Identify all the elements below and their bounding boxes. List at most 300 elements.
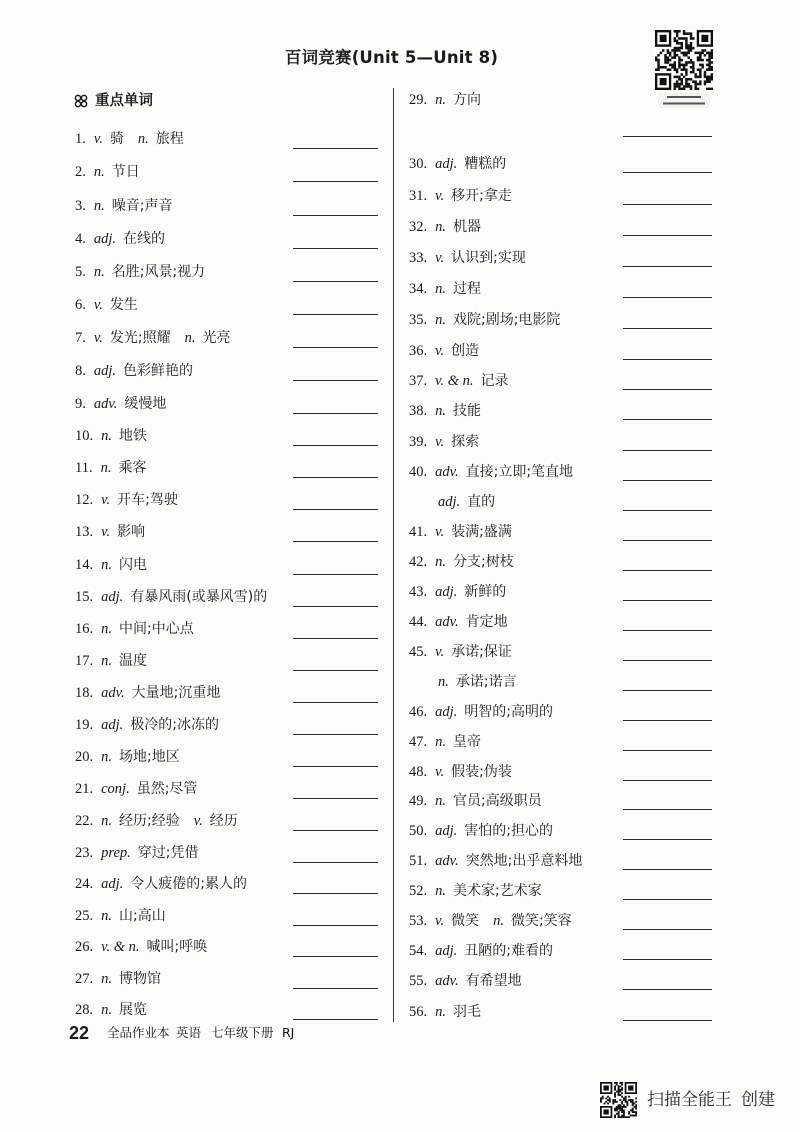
- item-number: 51.: [409, 853, 428, 869]
- item-number: 24.: [75, 876, 94, 892]
- item-number: 44.: [409, 614, 428, 630]
- answer-blank: [623, 809, 712, 810]
- part-of-speech: n.: [438, 674, 449, 690]
- answer-blank: [623, 720, 712, 721]
- vocab-item: [75, 426, 147, 446]
- vocab-item: [409, 851, 582, 871]
- vocab-item: [75, 651, 147, 671]
- answer-blank: [293, 181, 378, 182]
- part-of-speech: v.: [435, 188, 445, 204]
- meaning: 展览: [119, 1002, 147, 1018]
- meaning: 温度: [119, 653, 147, 669]
- meaning: 极冷的;冰冻的: [130, 717, 219, 733]
- meaning: 经历;经验: [119, 813, 180, 829]
- vocab-item: [75, 1000, 147, 1020]
- item-number: 28.: [75, 1002, 94, 1018]
- item-number: 42.: [409, 554, 428, 570]
- part-of-speech: n.: [435, 219, 446, 235]
- answer-blank: [293, 248, 378, 249]
- meaning: 影响: [117, 524, 146, 540]
- answer-blank: [293, 541, 378, 542]
- answer-blank: [293, 1019, 378, 1020]
- item-number: 3.: [75, 198, 86, 214]
- meaning: 官员;高级职员: [453, 793, 542, 809]
- answer-blank: [623, 869, 712, 870]
- item-number: 43.: [409, 584, 428, 600]
- part-of-speech: adj.: [435, 823, 458, 839]
- meaning: 名胜;风景;视力: [111, 264, 206, 280]
- meaning: 明智的;高明的: [464, 704, 553, 720]
- item-number: 31.: [409, 188, 428, 204]
- item-number: 22.: [75, 813, 94, 829]
- meaning: 装满;盛满: [451, 524, 512, 540]
- vocab-item: [75, 328, 230, 348]
- part-of-speech: n.: [101, 813, 112, 829]
- part-of-speech: v.: [435, 644, 445, 660]
- meaning: 直的: [467, 494, 496, 510]
- vocab-item: [75, 555, 147, 575]
- vocab-item: [409, 186, 512, 206]
- vocab-item: [409, 341, 479, 361]
- meaning: 中间;中心点: [119, 621, 194, 637]
- answer-blank: [293, 574, 378, 575]
- item-number: 47.: [409, 734, 428, 750]
- vocab-item: [409, 762, 512, 782]
- meaning: 新鲜的: [464, 584, 507, 600]
- meaning: 乘客: [118, 460, 147, 476]
- answer-blank: [623, 328, 712, 329]
- meaning: 开车;驾驶: [117, 492, 178, 508]
- vocab-item: [75, 906, 166, 926]
- item-number: 25.: [75, 908, 94, 924]
- answer-blank: [623, 989, 712, 990]
- vocab-sub-item: [438, 672, 517, 692]
- part-of-speech: v.: [435, 913, 445, 929]
- part-of-speech: adv.: [435, 464, 459, 480]
- meaning: 机器: [453, 219, 481, 235]
- meaning: 有暴风雨(或暴风雪)的: [130, 589, 268, 605]
- meaning: 旅程: [155, 131, 184, 147]
- item-number: 36.: [409, 343, 428, 359]
- answer-blank: [623, 780, 712, 781]
- answer-blank: [293, 862, 378, 863]
- vocab-item: [409, 642, 512, 662]
- vocab-item: [409, 90, 481, 110]
- vocab-item: [409, 310, 560, 330]
- answer-blank: [293, 766, 378, 767]
- vocab-item: [75, 262, 205, 282]
- item-number: 5.: [75, 264, 86, 280]
- item-number: 56.: [409, 1004, 428, 1020]
- part-of-speech: adj.: [101, 589, 124, 605]
- answer-blank: [623, 172, 712, 173]
- meaning: 美术家;艺术家: [453, 883, 542, 899]
- part-of-speech: adj.: [438, 494, 461, 510]
- answer-blank: [623, 959, 712, 960]
- answer-blank: [623, 660, 712, 661]
- meaning: 微笑: [451, 913, 480, 929]
- item-number: 50.: [409, 823, 428, 839]
- vocab-item: [75, 361, 193, 381]
- item-number: 1.: [75, 131, 86, 147]
- meaning: 经历: [209, 813, 238, 829]
- part-of-speech: v.: [193, 813, 203, 829]
- subject-name: 英语: [176, 1025, 202, 1040]
- meaning: 探索: [451, 434, 480, 450]
- vocab-item: [409, 702, 553, 722]
- meaning: 发生: [109, 297, 138, 313]
- item-number: 54.: [409, 943, 428, 959]
- part-of-speech: v.: [93, 330, 103, 346]
- part-of-speech: conj.: [101, 781, 130, 797]
- page-number: 22: [69, 1023, 90, 1043]
- part-of-speech: adj.: [435, 943, 458, 959]
- part-of-speech: n.: [435, 883, 446, 899]
- answer-blank: [293, 281, 378, 282]
- vocab-item: [75, 937, 207, 957]
- item-number: 53.: [409, 913, 428, 929]
- part-of-speech: adv.: [93, 396, 118, 412]
- part-of-speech: adv.: [101, 685, 125, 701]
- answer-blank: [623, 1020, 712, 1021]
- answer-blank: [623, 235, 712, 236]
- part-of-speech: adj.: [101, 876, 124, 892]
- part-of-speech: n.: [435, 793, 446, 809]
- vocab-item: [75, 715, 219, 735]
- item-number: 8.: [75, 363, 86, 379]
- grade-label: 七年级下册: [211, 1025, 274, 1040]
- vocab-item: [75, 587, 267, 607]
- vocab-item: [75, 458, 146, 478]
- meaning: 记录: [480, 373, 509, 389]
- item-number: 26.: [75, 939, 94, 955]
- item-number: 13.: [75, 524, 94, 540]
- meaning: 肯定地: [465, 614, 508, 630]
- edition-label: RJ: [282, 1025, 295, 1040]
- answer-blank: [623, 630, 712, 631]
- item-number: 21.: [75, 781, 94, 797]
- part-of-speech: v.: [435, 250, 445, 266]
- item-number: 32.: [409, 219, 428, 235]
- part-of-speech: n.: [100, 460, 112, 476]
- part-of-speech: adj.: [101, 717, 124, 733]
- part-of-speech: n.: [435, 554, 446, 570]
- item-number: 29.: [409, 92, 428, 108]
- vocab-item: [75, 522, 145, 542]
- answer-blank: [293, 830, 378, 831]
- part-of-speech: n.: [93, 198, 105, 214]
- item-number: 45.: [409, 644, 428, 660]
- item-number: 16.: [75, 621, 94, 637]
- answer-blank: [623, 204, 712, 205]
- answer-blank: [293, 509, 378, 510]
- item-number: 27.: [75, 971, 94, 987]
- vocab-item: [75, 394, 166, 414]
- meaning: 穿过;凭借: [137, 845, 199, 861]
- vocab-item: [75, 747, 180, 767]
- vocab-item: [409, 432, 479, 452]
- meaning: 技能: [453, 403, 481, 419]
- meaning: 微笑;笑容: [511, 913, 572, 929]
- answer-blank: [623, 297, 712, 298]
- vocab-item: [409, 279, 481, 299]
- meaning: 丑陋的;难看的: [464, 943, 553, 959]
- meaning: 大量地;沉重地: [131, 685, 221, 701]
- vocab-item: [75, 969, 161, 989]
- vocab-item: [409, 401, 481, 421]
- meaning: 骑: [109, 131, 124, 147]
- answer-blank: [293, 148, 378, 149]
- part-of-speech: v.: [435, 524, 445, 540]
- answer-blank: [293, 988, 378, 989]
- answer-blank: [293, 314, 378, 315]
- meaning: 噪音;声音: [111, 198, 173, 214]
- meaning: 虽然;尽管: [136, 781, 198, 797]
- item-number: 40.: [409, 464, 428, 480]
- vocab-item: [75, 229, 165, 249]
- vocab-sub-item: [438, 492, 495, 512]
- item-number: 38.: [409, 403, 428, 419]
- vocab-item: [409, 582, 506, 602]
- part-of-speech: n.: [137, 131, 149, 147]
- meaning: 戏院;剧场;电影院: [453, 312, 561, 328]
- vocab-item: [409, 911, 572, 931]
- vocab-item: [409, 154, 506, 174]
- vocab-item: [409, 462, 573, 482]
- vocab-item: [409, 881, 542, 901]
- item-number: 20.: [75, 749, 94, 765]
- item-number: 41.: [409, 524, 428, 540]
- meaning: 在线的: [123, 231, 166, 247]
- item-number: 55.: [409, 973, 428, 989]
- answer-blank: [623, 839, 712, 840]
- part-of-speech: n.: [101, 621, 112, 637]
- item-number: 34.: [409, 281, 428, 297]
- item-number: 4.: [75, 231, 86, 247]
- part-of-speech: v.: [93, 131, 103, 147]
- part-of-speech: n.: [435, 92, 446, 108]
- meaning: 突然地;出乎意料地: [465, 853, 583, 869]
- meaning: 方向: [453, 92, 481, 108]
- part-of-speech: n.: [101, 1002, 112, 1018]
- meaning: 光亮: [202, 330, 231, 346]
- meaning: 节日: [111, 164, 140, 180]
- part-of-speech: n.: [93, 264, 105, 280]
- part-of-speech: n.: [493, 913, 504, 929]
- part-of-speech: adj.: [93, 363, 117, 379]
- answer-blank: [293, 638, 378, 639]
- vocab-item: [409, 612, 508, 632]
- vocab-item: [409, 821, 553, 841]
- part-of-speech: adv.: [435, 853, 459, 869]
- column-divider: [393, 88, 394, 1022]
- answer-blank: [293, 798, 378, 799]
- meaning: 喊叫;呼唤: [146, 939, 208, 955]
- item-number: 9.: [75, 396, 86, 412]
- answer-blank: [623, 750, 712, 751]
- part-of-speech: n.: [184, 330, 196, 346]
- part-of-speech: n.: [435, 403, 446, 419]
- meaning: 山;高山: [119, 908, 166, 924]
- part-of-speech: v.: [435, 343, 445, 359]
- part-of-speech: n.: [435, 312, 446, 328]
- answer-blank: [623, 419, 712, 420]
- vocab-item: [409, 522, 512, 542]
- vocab-item: [409, 248, 526, 268]
- meaning: 假装;伪装: [451, 764, 512, 780]
- part-of-speech: v. & n.: [435, 373, 474, 389]
- part-of-speech: n.: [101, 653, 112, 669]
- part-of-speech: v.: [93, 297, 103, 313]
- vocab-item: [75, 129, 184, 149]
- vocab-item: [409, 552, 514, 572]
- item-number: 6.: [75, 297, 86, 313]
- answer-blank: [623, 690, 712, 691]
- part-of-speech: v.: [435, 764, 445, 780]
- clover-dots-icon: [74, 94, 88, 108]
- meaning: 羽毛: [453, 1004, 481, 1020]
- part-of-speech: n.: [93, 164, 105, 180]
- meaning: 承诺;诺言: [455, 674, 517, 690]
- answer-blank: [623, 600, 712, 601]
- answer-blank: [293, 477, 378, 478]
- item-number: 10.: [75, 428, 94, 444]
- answer-blank: [293, 413, 378, 414]
- meaning: 移开;拿走: [451, 188, 512, 204]
- meaning: 缓慢地: [124, 396, 167, 412]
- answer-blank: [293, 606, 378, 607]
- item-number: 17.: [75, 653, 94, 669]
- meaning: 承诺;保证: [451, 644, 512, 660]
- answer-blank: [623, 899, 712, 900]
- meaning: 有希望地: [465, 973, 522, 989]
- answer-blank: [293, 445, 378, 446]
- vocab-item: [75, 162, 140, 182]
- answer-blank: [623, 450, 712, 451]
- meaning: 博物馆: [119, 971, 161, 987]
- answer-blank: [623, 510, 712, 511]
- part-of-speech: adj.: [435, 584, 458, 600]
- series-name: 全品作业本: [107, 1025, 170, 1040]
- answer-blank: [623, 480, 712, 481]
- vocab-item: [409, 732, 481, 752]
- part-of-speech: n.: [435, 281, 446, 297]
- answer-blank: [293, 734, 378, 735]
- answer-blank: [293, 893, 378, 894]
- qr-code-icon: [600, 1082, 637, 1118]
- answer-blank: [293, 925, 378, 926]
- vocab-item: [409, 941, 553, 961]
- answer-blank: [623, 570, 712, 571]
- meaning: 地铁: [119, 428, 147, 444]
- part-of-speech: adv.: [435, 973, 459, 989]
- item-number: 33.: [409, 250, 428, 266]
- item-number: 14.: [75, 557, 94, 573]
- vocab-item: [75, 196, 172, 216]
- item-number: 12.: [75, 492, 94, 508]
- meaning: 害怕的;担心的: [464, 823, 553, 839]
- part-of-speech: adv.: [435, 614, 459, 630]
- watermark-app-name: 扫描全能王: [647, 1090, 732, 1110]
- meaning: 发光;照耀: [109, 330, 171, 346]
- item-number: 48.: [409, 764, 428, 780]
- vocab-item: [409, 371, 509, 391]
- vocab-item: [75, 619, 194, 639]
- vocab-item: [75, 779, 197, 799]
- answer-blank: [293, 956, 378, 957]
- meaning: 场地;地区: [119, 749, 180, 765]
- item-number: 23.: [75, 845, 94, 861]
- vocab-item: [75, 874, 247, 894]
- answer-blank: [623, 929, 712, 930]
- item-number: 35.: [409, 312, 428, 328]
- vocab-item: [409, 217, 481, 237]
- answer-blank: [623, 136, 712, 137]
- item-number: 7.: [75, 330, 86, 346]
- meaning: 创造: [451, 343, 480, 359]
- part-of-speech: v.: [101, 524, 111, 540]
- meaning: 皇帝: [453, 734, 481, 750]
- part-of-speech: n.: [435, 1004, 446, 1020]
- meaning: 糟糕的: [464, 156, 507, 172]
- vocab-item: [75, 490, 178, 510]
- item-number: 52.: [409, 883, 428, 899]
- item-number: 18.: [75, 685, 94, 701]
- answer-blank: [293, 670, 378, 671]
- item-number: 46.: [409, 704, 428, 720]
- answer-blank: [293, 702, 378, 703]
- vocab-item: [75, 295, 138, 315]
- part-of-speech: n.: [101, 908, 112, 924]
- part-of-speech: n.: [435, 734, 446, 750]
- part-of-speech: v. & n.: [101, 939, 140, 955]
- answer-blank: [623, 266, 712, 267]
- answer-blank: [623, 389, 712, 390]
- watermark-action: 创建: [741, 1090, 775, 1110]
- part-of-speech: adj.: [435, 156, 458, 172]
- item-number: 15.: [75, 589, 94, 605]
- vocab-item: [409, 1002, 481, 1022]
- part-of-speech: v.: [101, 492, 111, 508]
- part-of-speech: adj.: [93, 231, 117, 247]
- part-of-speech: n.: [101, 557, 112, 573]
- section-heading: 重点单词: [95, 93, 153, 109]
- item-number: 19.: [75, 717, 94, 733]
- vocab-item: [409, 791, 542, 811]
- qr-caption-graphic: [658, 93, 710, 108]
- meaning: 分支;树枝: [453, 554, 514, 570]
- item-number: 37.: [409, 373, 428, 389]
- meaning: 认识到;实现: [451, 250, 526, 266]
- vocab-item: [75, 683, 220, 703]
- answer-blank: [293, 347, 378, 348]
- part-of-speech: v.: [435, 434, 445, 450]
- item-number: 30.: [409, 156, 428, 172]
- vocab-item: [409, 971, 522, 991]
- part-of-speech: adj.: [435, 704, 458, 720]
- answer-blank: [293, 215, 378, 216]
- item-number: 2.: [75, 164, 86, 180]
- answer-blank: [293, 380, 378, 381]
- item-number: 11.: [75, 460, 93, 476]
- answer-blank: [623, 359, 712, 360]
- part-of-speech: prep.: [101, 845, 131, 861]
- meaning: 过程: [453, 281, 481, 297]
- qr-code-icon: [655, 30, 713, 90]
- page-title: 百词竞赛(Unit 5—Unit 8): [284, 48, 499, 67]
- part-of-speech: n.: [101, 971, 112, 987]
- part-of-speech: n.: [101, 428, 112, 444]
